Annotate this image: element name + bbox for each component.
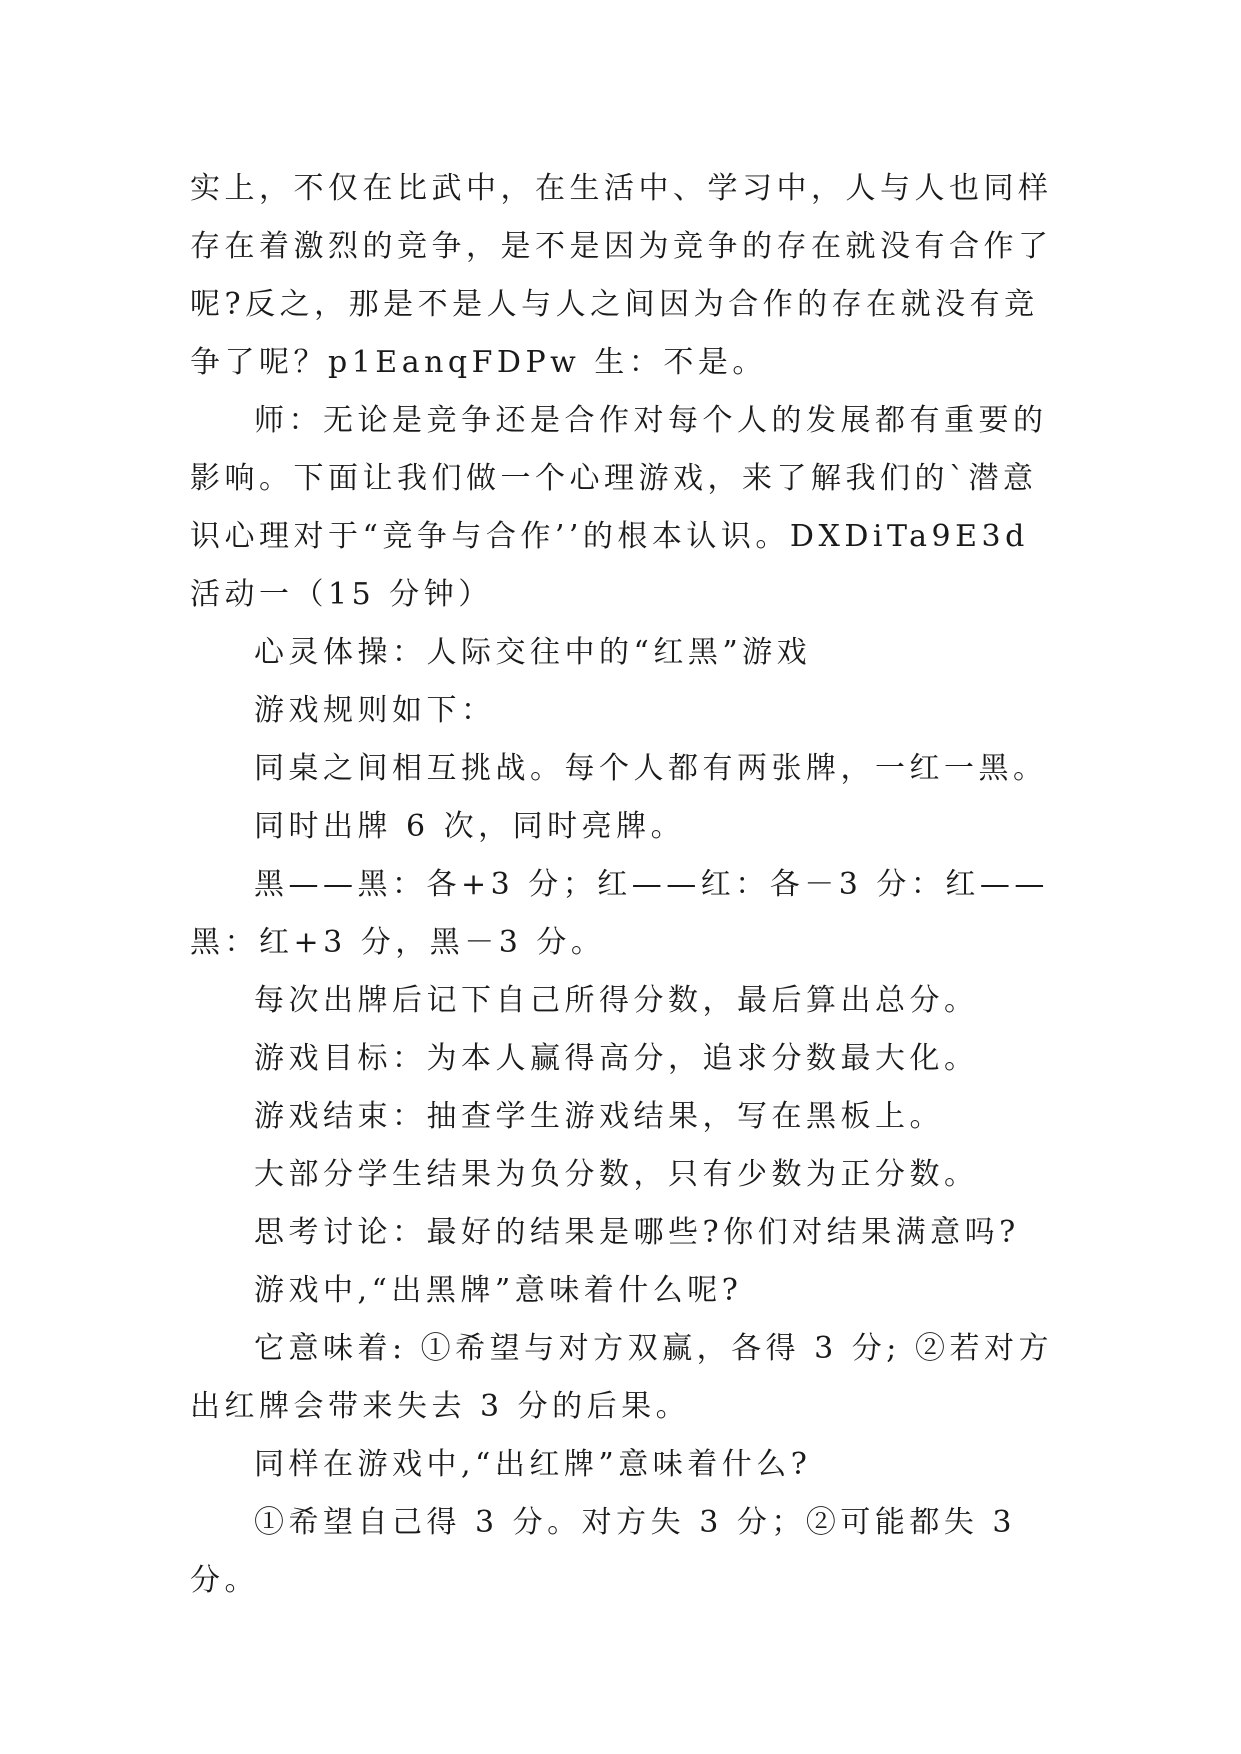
paragraph-10: 游戏结束：抽查学生游戏结果，写在黑板上。 xyxy=(254,1099,944,1134)
paragraph-8: 每次出牌后记下自己所得分数，最后算出总分。 xyxy=(254,983,979,1018)
paragraph-2: 师：无论是竞争还是合作对每个人的发展都有重要的影响。下面让我们做一个心理游戏，来了解我们的`潜意识心理对于“竞争与合作’’的根本认识。DXDiTa9E3d 活动一（15 分钟） xyxy=(190,403,1048,612)
document-body xyxy=(190,160,1056,1610)
paragraph-11: 大部分学生结果为负分数，只有少数为正分数。 xyxy=(254,1157,979,1192)
paragraph-15: 同样在游戏中,“出红牌”意味着什么? xyxy=(254,1447,812,1482)
paragraph-1: 实上，不仅在比武中，在生活中、学习中，人与人也同样存在着激烈的竞争，是不是因为竞争的存在就没有合作了呢?反之，那是不是人与人之间因为合作的存在就没有竞争了呢？p1EanqFDPw 生：不是。 xyxy=(190,171,1053,380)
paragraph-6: 同时出牌 6 次，同时亮牌。 xyxy=(254,809,686,844)
paragraph-14: 它意味着: ①希望与对方双赢，各得 3 分; ②若对方出红牌会带来失去 3 分的后果。 xyxy=(190,1331,1053,1424)
paragraph-12: 思考讨论：最好的结果是哪些?你们对结果满意吗? xyxy=(254,1215,1020,1250)
paragraph-4: 游戏规则如下： xyxy=(254,693,496,728)
paragraph-9: 游戏目标：为本人赢得高分，追求分数最大化。 xyxy=(254,1041,979,1076)
paragraph-13: 游戏中,“出黑牌”意味着什么呢? xyxy=(254,1273,743,1308)
paragraph-7: 黑——黑：各+3 分；红——红：各－3 分：红——黑：红+3 分，黑－3 分。 xyxy=(190,867,1049,960)
paragraph-3: 心灵体操：人际交往中的“红黑”游戏 xyxy=(254,635,812,670)
paragraph-16: ①希望自己得 3 分。对方失 3 分；②可能都失 3 分。 xyxy=(190,1505,1016,1598)
paragraph-5: 同桌之间相互挑战。每个人都有两张牌，一红一黑。 xyxy=(254,751,1048,786)
